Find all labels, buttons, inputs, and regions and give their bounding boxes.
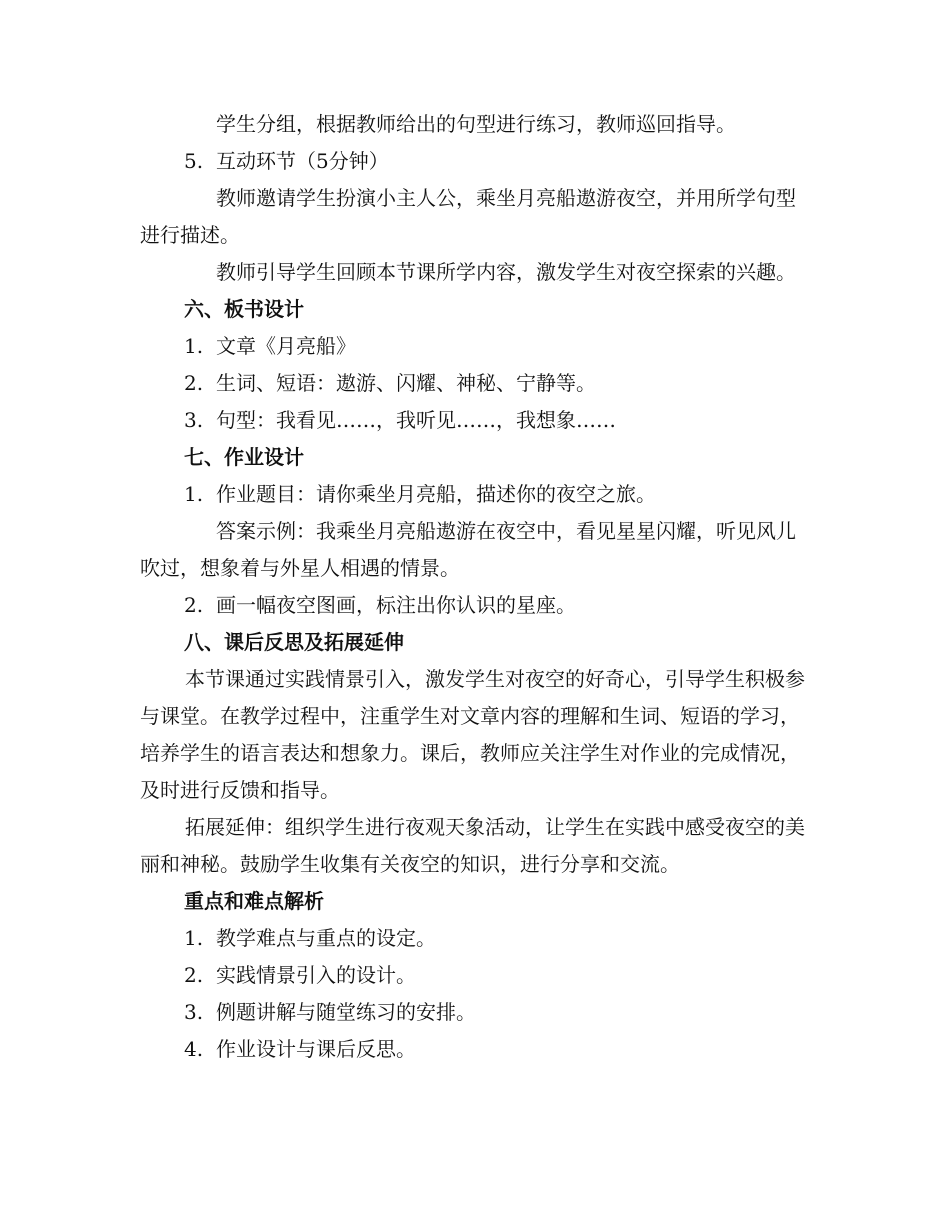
list-text: 句型：我看见……，我听见……，我想象…… xyxy=(216,408,616,432)
list-text: 生词、短语：遨游、闪耀、神秘、宁静等。 xyxy=(216,371,596,395)
list-number: 4. xyxy=(184,1037,204,1061)
list-number: 1. xyxy=(184,926,204,950)
list-item xyxy=(140,957,812,994)
list-text: 作业题目：请你乘坐月亮船，描述你的夜空之旅。 xyxy=(216,482,656,506)
paragraph-answer-example: 答案示例：我乘坐月亮船遨游在夜空中，看见星星闪耀，听见风儿吹过，想象着与外星人相遇的情景。 xyxy=(140,519,796,580)
list-item xyxy=(140,920,812,957)
list-text: 画一幅夜空图画，标注出你认识的星座。 xyxy=(216,593,576,617)
list-item xyxy=(140,1031,812,1068)
list-item xyxy=(140,476,812,513)
list-text: 互动环节（5分钟） xyxy=(216,149,389,173)
list-number: 1. xyxy=(184,482,204,506)
list-text: 例题讲解与随堂练习的安排。 xyxy=(216,1000,476,1024)
section-heading-reflection: 八、课后反思及拓展延伸 xyxy=(184,630,404,654)
paragraph-role-play: 教师邀请学生扮演小主人公，乘坐月亮船遨游夜空，并用所学句型进行描述。 xyxy=(140,186,796,247)
list-item-interaction-step xyxy=(140,143,812,180)
list-text: 作业设计与课后反思。 xyxy=(216,1037,416,1061)
list-item xyxy=(140,365,812,402)
list-text: 文章《月亮船》 xyxy=(216,334,356,358)
document-body xyxy=(140,106,812,1068)
list-item xyxy=(140,587,812,624)
paragraph-review: 教师引导学生回顾本节课所学内容，激发学生对夜空探索的兴趣。 xyxy=(216,260,796,284)
list-text: 实践情景引入的设计。 xyxy=(216,963,416,987)
list-number: 5. xyxy=(184,149,204,173)
list-number: 1. xyxy=(184,334,204,358)
list-number: 2. xyxy=(184,963,204,987)
section-heading-board-design: 六、板书设计 xyxy=(184,297,304,321)
list-number: 2. xyxy=(184,593,204,617)
list-item xyxy=(140,402,812,439)
list-number: 3. xyxy=(184,1000,204,1024)
list-item xyxy=(140,994,812,1031)
list-number: 2. xyxy=(184,371,204,395)
paragraph-extension: 拓展延伸：组织学生进行夜观天象活动，让学生在实践中感受夜空的美丽和神秘。鼓励学生收集有关夜空的知识，进行分享和交流。 xyxy=(140,815,805,876)
section-heading-homework: 七、作业设计 xyxy=(184,445,304,469)
paragraph-reflection: 本节课通过实践情景引入，激发学生对夜空的好奇心，引导学生积极参与课堂。在教学过程中，注重学生对文章内容的理解和生词、短语的学习，培养学生的语言表达和想象力。课后，教师应关注学生对作业的完成情况，及时进行反馈和指导。 xyxy=(140,667,805,802)
list-number: 3. xyxy=(184,408,204,432)
list-item xyxy=(140,328,812,365)
list-text: 教学难点与重点的设定。 xyxy=(216,926,436,950)
paragraph-group-practice: 学生分组，根据教师给出的句型进行练习，教师巡回指导。 xyxy=(216,112,736,136)
section-heading-key-points: 重点和难点解析 xyxy=(184,889,324,913)
